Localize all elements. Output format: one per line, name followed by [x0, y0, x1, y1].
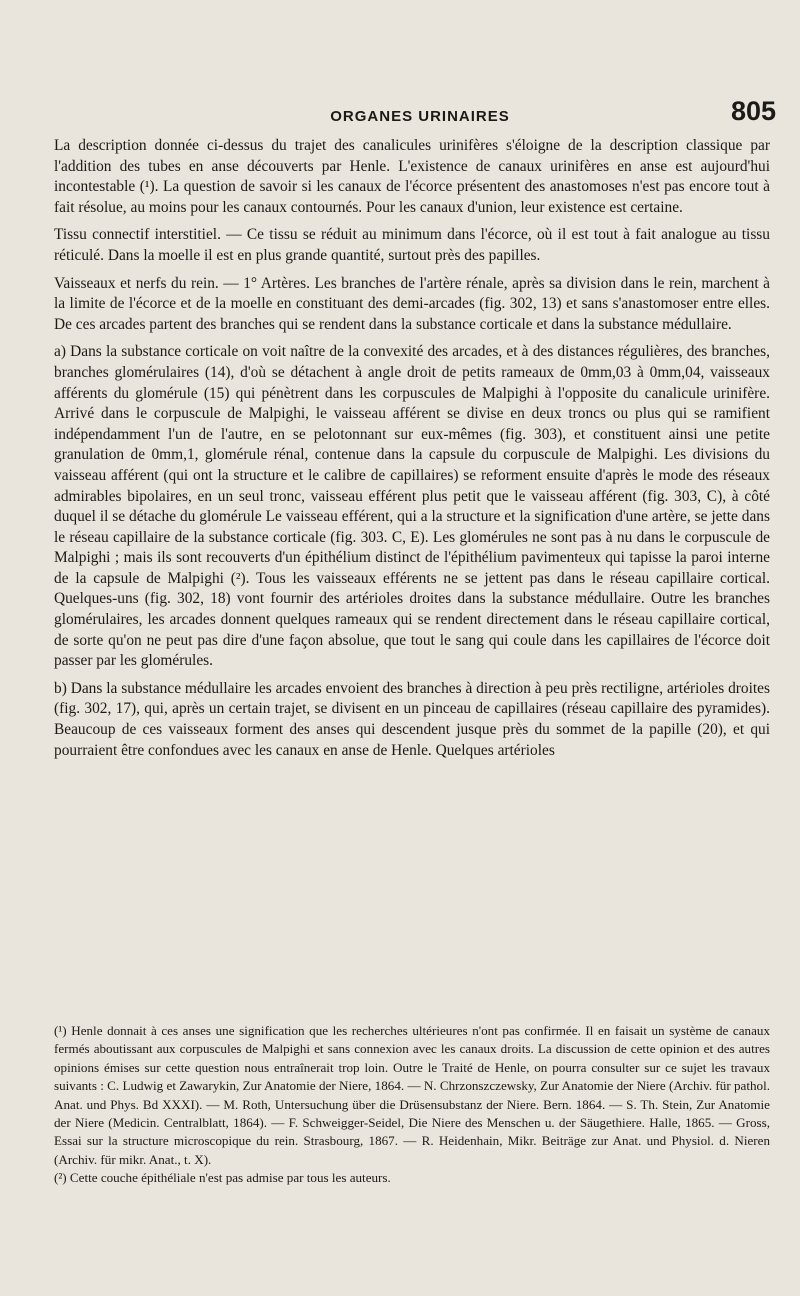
footnote-1: (¹) Henle donnait à ces anses une signification que les recherches ultérieures n'ont pas confirmée. Il en faisait un système de canaux fermés aboutissant aux corpuscules de Malpighi et sans connexion avec les canaux droits. La discussion de cette opinion et des autres opinions émises sur cette question nous entraînerait trop loin. Outre le Traité de Henle, on pourra consulter sur ce sujet les travaux suivants : C. Ludwig et Zawarykin, Zur Anatomie der Niere, 1864. — N. Chrzonszczewsky, Zur Anatomie der Niere (Archiv. für pathol. Anat. und Phys. Bd XXXI). — M. Roth, Untersuchung über die Drüsensubstanz der Niere. Bern. 1864. — S. Th. Stein, Zur Anatomie der Niere (Medicin. Centralblatt, 1864). — F. Schweigger-Seidel, Die Niere des Menschen u. der Säugethiere. Halle, 1865. — Gross, Essai sur la structure microscopique du rein. Strasbourg, 1867. — R. Heidenhain, Mikr. Beiträge zur Anat. und Physiol. d. Nieren (Archiv. für mikr. Anat., t. X).	[54, 1023, 770, 1167]
footnotes	[54, 1022, 770, 1188]
page-header	[64, 96, 776, 136]
footnote-2: (²) Cette couche épithéliale n'est pas admise par tous les auteurs.	[54, 1170, 391, 1186]
main-text	[54, 136, 770, 761]
paragraph-substance-corticale: a) Dans la substance corticale on voit naître de la convexité des arcades, et à des distances régulières, des branches, branches glomérulaires (14), d'où se détachent à angle droit de petits rameaux de 0mm,03 à 0mm,04, vaisseaux afférents du glomérule (15) qui pénètrent dans les corpuscules de Malpighi à l'opposite du canalicule urinifère. Arrivé dans le corpuscule de Malpighi, le vaisseau afférent se divise en deux troncs ou plus qui se ramifient indépendamment l'un de l'autre, en se pelotonnant sur eux-mêmes (fig. 303), et constituent ainsi une petite granulation de 0mm,1, glomérule rénal, contenue dans la capsule du corpuscule de Malpighi. Les divisions du vaisseau afférent (qui ont la structure et le calibre de capillaires) se reforment ensuite d'après le mode des réseaux admirables bipolaires, en un seul tronc, vaisseau efférent plus petit que le vaisseau afférent (fig. 303, C), à côté duquel il se détache du glomérule Le vaisseau efférent, qui a la structure et la signification d'une artère, se jette dans le réseau capillaire de la substance corticale (fig. 303. C, E). Les glomérules ne sont pas à nu dans le corpuscule de Malpighi ; mais ils sont recouverts d'un épithélium distinct de l'épithélium pavimenteux qui tapisse la paroi interne de la capsule de Malpighi (²). Tous les vaisseaux efférents ne se jettent pas dans le réseau capillaire cortical. Quelques-uns (fig. 302, 18) vont fournir des artérioles droites dans la substance médullaire. Outre les branches glomérulaires, les arcades donnent quelques rameaux qui se rendent directement dans le réseau capillaire cortical, de sorte qu'on ne peut pas dire d'une façon absolue, que tout le sang qui coule dans les capillaires de l'écorce doit passer par les glomérules.	[54, 343, 770, 670]
paragraph-tissu-connectif: Tissu connectif interstitiel. — Ce tissu se réduit au minimum dans l'écorce, où il est tout à fait analogue au tissu réticulé. Dans la moelle il est en plus grande quantité, surtout près des papilles.	[54, 226, 770, 264]
running-title: ORGANES URINAIRES	[330, 108, 510, 125]
paragraph-intro: La description donnée ci-dessus du trajet des canalicules urinifères s'éloigne de la description classique par l'addition des tubes en anse découverts par Henle. L'existence de canaux urinifères en anse est aujourd'hui incontestable (¹). La question de savoir si les canaux de l'écorce présentent des anastomoses n'est pas encore tout à fait résolue, au moins pour les canaux contournés. Pour les canaux d'union, leur existence est certaine.	[54, 137, 770, 216]
page-number: 805	[730, 96, 776, 126]
paragraph-vaisseaux: Vaisseaux et nerfs du rein. — 1° Artères. Les branches de l'artère rénale, après sa division dans le rein, marchent à la limite de l'écorce et de la moelle en constituant des demi-arcades (fig. 302, 13) et sans s'anastomoser entre elles. De ces arcades partent des branches qui se rendent dans la substance corticale et dans la substance médullaire.	[54, 274, 770, 333]
paragraph-substance-medullaire: b) Dans la substance médullaire les arcades envoient des branches à direction à peu près rectiligne, artérioles droites (fig. 302, 17), qui, après un certain trajet, se divisent en un pinceau de capillaires (réseau capillaire des pyramides). Beaucoup de ces vaisseaux forment des anses qui descendent jusque près du sommet de la papille (20), et qui pourraient être confondues avec les canaux en anse de Henle. Quelques artérioles	[54, 679, 770, 759]
